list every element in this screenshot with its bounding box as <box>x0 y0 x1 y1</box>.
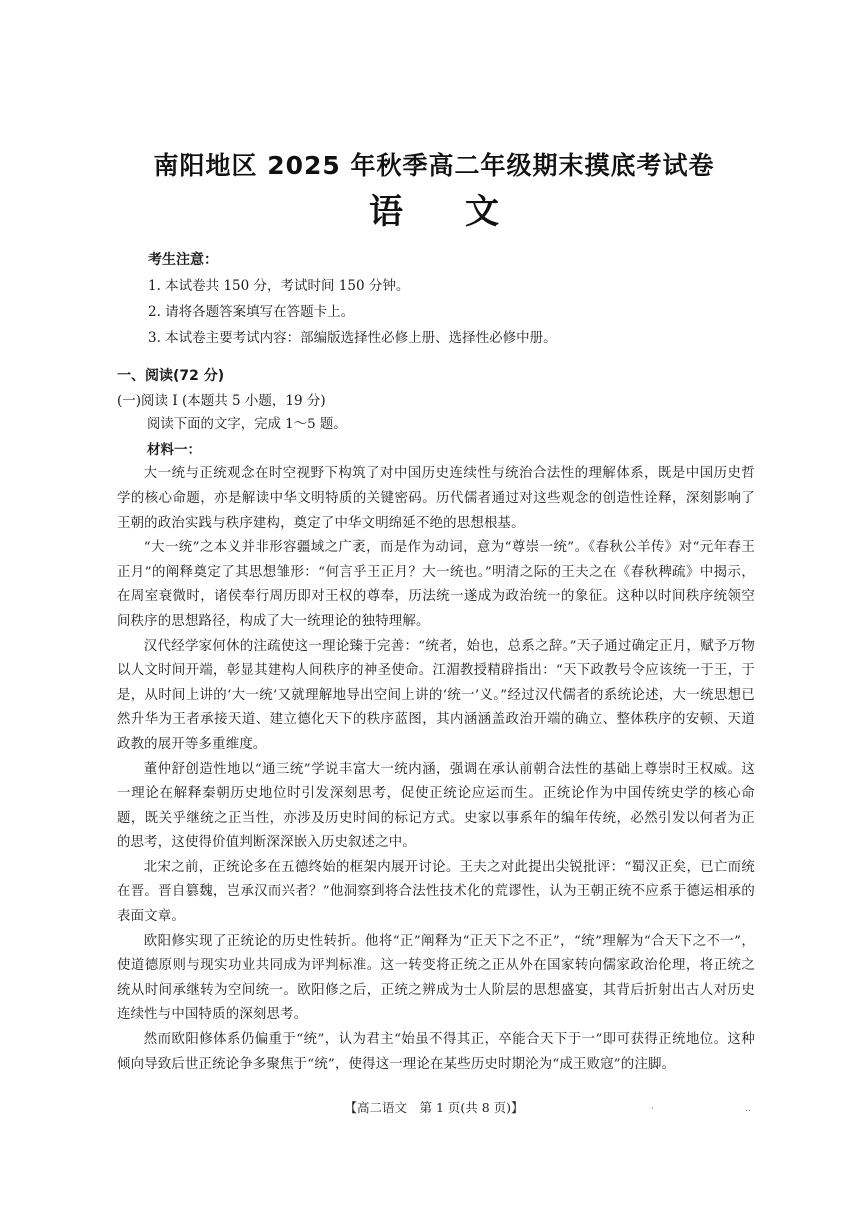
passage-paragraph: 大一统与正统观念在时空视野下构筑了对中国历史连续性与统治合法性的理解体系，既是中国历史哲学的核心命题，亦是解读中华文明特质的关键密码。历代儒者通过对这些观念的创造性诠释，深刻影响了王朝的政治实践与秩序建构，奠定了中华文明绵延不绝的思想根基。 <box>117 466 755 531</box>
section-heading: 一、阅读(72 分) <box>117 368 225 384</box>
sub-section-heading: (一)阅读 I (本题共 5 小题，19 分) <box>117 392 326 409</box>
notice-title: 考生注意： <box>148 252 218 268</box>
reading-section <box>117 364 755 1077</box>
candidate-notice <box>148 247 788 351</box>
subject-title: 语文 <box>369 192 561 232</box>
passage-paragraph: “大一统”之本义并非形容疆域之广袤，而是作为动词，意为“尊崇一统”。《春秋公羊传》对“元年春王正月”的阐释奠定了其思想雏形：“何言乎王正月？大一统也。”明清之际的王夫之在《春秋稗疏》中揭示，在周室衰微时，诸侯奉行周历即对王权的尊奉，历法统一遂成为政治统一的象征。这种以时间秩序统领空间秩序的思想路径，构成了大一统理论的独特理解。 <box>117 540 755 629</box>
passage-paragraph: 汉代经学家何休的注疏使这一理论臻于完善：“统者，始也，总系之辞。”天子通过确定正月，赋予万物以人文时间开端，彰显其建构人间秩序的神圣使命。江湄教授精辟指出：“天下政教号令应该统一于王，于是，从时间上讲的‘大一统’又就理解地导出空间上讲的‘统一’义。”经过汉代儒者的系统论述，大一统思想已然升华为王者承接天道、建立德化天下的秩序蓝图，其内涵涵盖政治开端的确立、整体秩序的安顿、天道政教的展开等多重维度。 <box>117 638 755 752</box>
scan-speck: ‥ <box>745 1104 752 1114</box>
passage-paragraph: 董仲舒创造性地以“通三统”学说丰富大一统内涵，强调在承认前朝合法性的基础上尊崇时王权威。这一理论在解释秦朝历史地位时引发深刻思考，促使正统论应运而生。正统论作为中国传统史学的核心命题，既关乎继统之正当性，亦涉及历史时间的标记方式。史家以事系年的编年传统，必然引发以何者为正的思考，这使得价值判断深深嵌入历史叙述之中。 <box>117 761 755 851</box>
notice-item: 3. 本试卷主要考试内容：部编版选择性必修上册、选择性必修中册。 <box>148 330 557 346</box>
scan-speck: · <box>651 1104 654 1114</box>
material-label: 材料一： <box>147 441 201 458</box>
notice-item: 1. 本试卷共 150 分，考试时间 150 分钟。 <box>148 278 410 294</box>
passage-paragraph: 北宋之前，正统论多在五德终始的框架内展开讨论。王夫之对此提出尖锐批评：“蜀汉正矣，已亡而统在晋。晋自篡魏，岂承汉而兴者？”他洞察到将合法性技术化的荒谬性，认为王朝正统不应系于德运相承的表面文章。 <box>117 859 755 925</box>
instruction-text: 阅读下面的文字，完成 1～5 题。 <box>147 417 347 433</box>
passage-paragraph: 然而欧阳修体系仍偏重于“统”，认为君主“始虽不得其正，卒能合天下于一”即可获得正统地位。这种倾向导致后世正统论争多聚焦于“统”，使得这一理论在某些历史时期沦为“成王败寇”的注脚。 <box>117 1032 755 1072</box>
passage-paragraph: 欧阳修实现了正统论的历史性转折。他将“正”阐释为“正天下之不正”，“统”理解为“合天下之不一”，使道德原则与现实功业共同成为评判标准。这一转变将正统之正从外在国家转向儒家政治伦理，将正统之统从时间承继转为空间统一。欧阳修之后，正统之辨成为士人阶层的思想盛宴，其背后折射出古人对历史连续性与中国特质的深刻思考。 <box>117 933 755 1023</box>
notice-item: 2. 请将各题答案填写在答题卡上。 <box>148 304 355 320</box>
page-footer: 【高二语文 第 1 页(共 8 页)】 <box>344 1100 524 1115</box>
exam-title: 南阳地区 2025 年秋季高二年级期末摸底考试卷 <box>153 151 715 180</box>
